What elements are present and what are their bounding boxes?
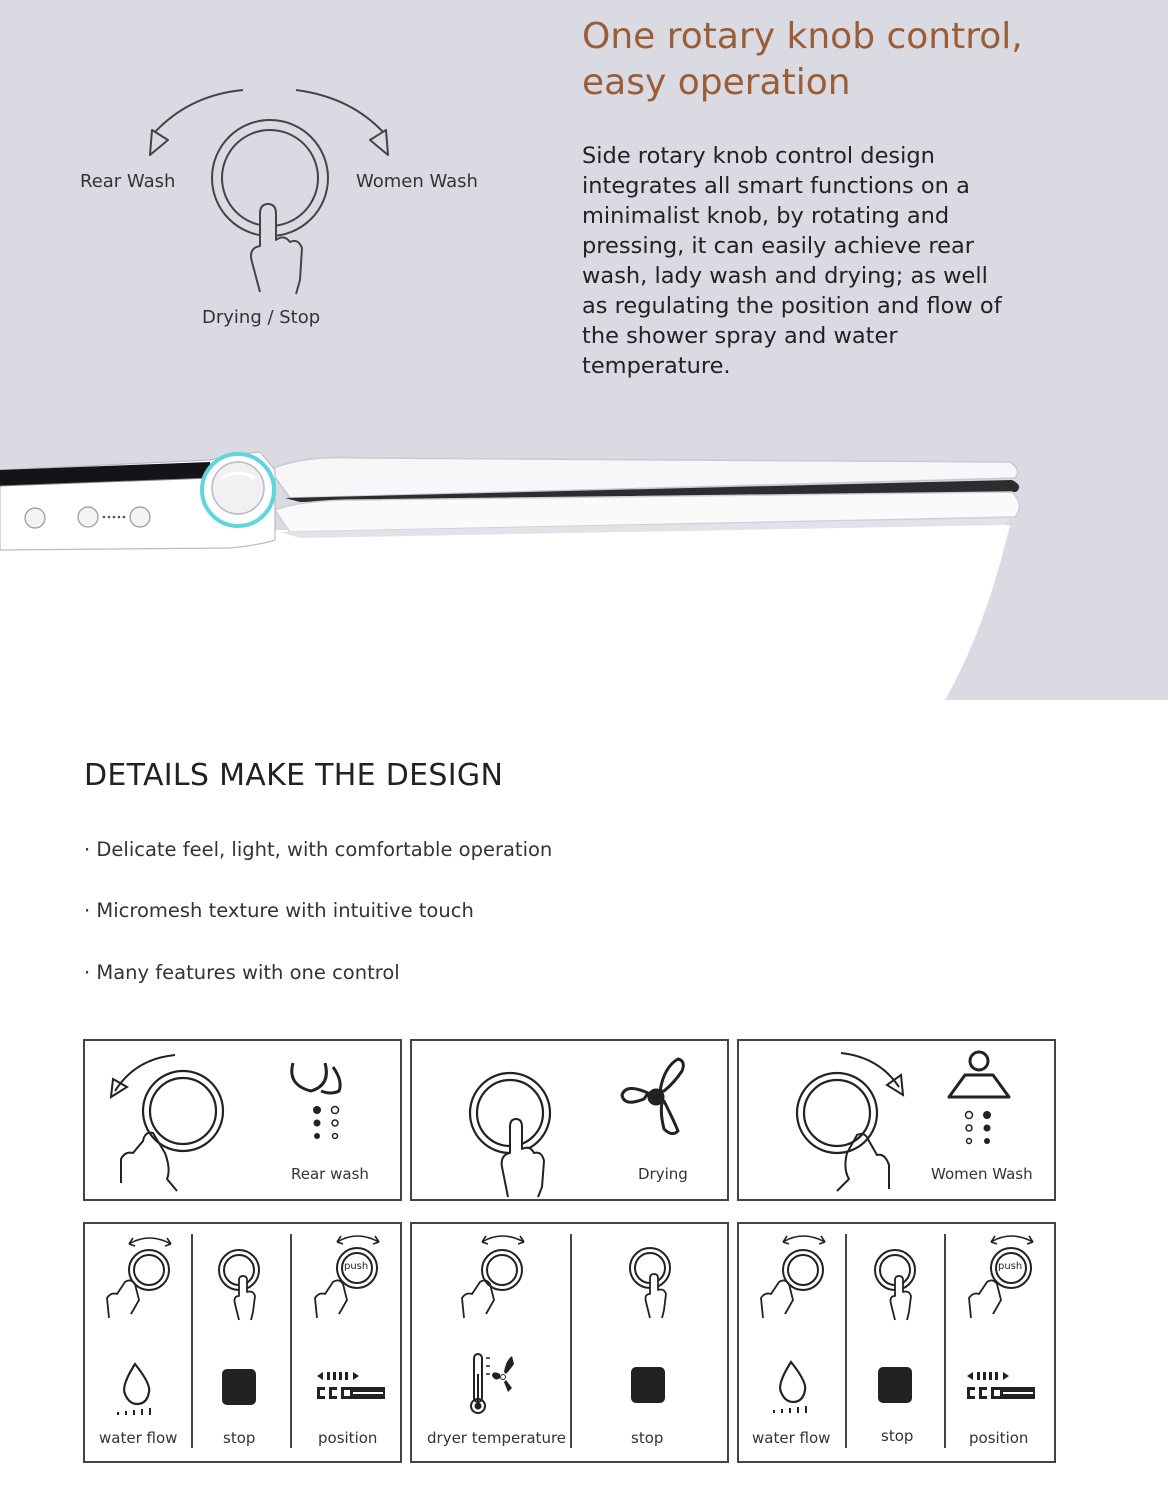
detail-bullet: · Micromesh texture with intuitive touch [84, 899, 474, 922]
dryer-temperature-icon [471, 1354, 514, 1413]
rear-wash-icon [292, 1063, 340, 1139]
control-label: stop [881, 1427, 914, 1445]
control-label: water flow [99, 1429, 178, 1447]
control-label: position [969, 1429, 1029, 1447]
push-label: push [998, 1261, 1023, 1272]
knob-label-left: Rear Wash [80, 171, 176, 192]
rotate-right-icon [887, 1075, 903, 1095]
toilet-seat-illustration [0, 420, 1168, 720]
detail-bullet: · Delicate feel, light, with comfortable operation [84, 838, 553, 861]
arrow-left-icon [150, 130, 168, 155]
knob-label-right: Women Wash [356, 171, 478, 192]
water-drop-icon [124, 1364, 149, 1404]
position-icon [967, 1372, 1035, 1399]
stop-icon [222, 1369, 256, 1405]
mode-panel-rear-wash [83, 1039, 402, 1201]
water-drop-icon [780, 1362, 805, 1402]
position-icon [317, 1372, 385, 1399]
arrow-right-icon [370, 130, 388, 155]
control-label: stop [223, 1429, 256, 1447]
knob-label-bottom: Drying / Stop [202, 307, 321, 328]
control-label: dryer temperature [427, 1429, 567, 1447]
mode-panel-women-wash [737, 1039, 1056, 1201]
stop-icon [878, 1367, 912, 1403]
mode-label: Women Wash [931, 1165, 1033, 1183]
mode-label: Drying [638, 1165, 688, 1183]
sub-panel-women [737, 1222, 1056, 1463]
hero-description: Side rotary knob control design integrates all smart functions on a minimalist knob, by rotating and pressing, it can easily achieve rear wash, lady wash and drying; as well as regulating the position and flow of the shower spray and water temperature. [582, 143, 1002, 379]
fan-icon [622, 1059, 683, 1134]
mode-label: Rear wash [291, 1165, 369, 1183]
control-label: position [318, 1429, 378, 1447]
control-label: stop [631, 1429, 664, 1447]
hero-title: One rotary knob control, easy operation [582, 16, 1023, 103]
details-heading: DETAILS MAKE THE DESIGN [84, 758, 504, 793]
push-label: push [344, 1261, 369, 1272]
sub-panel-drying [410, 1222, 729, 1463]
knob-gesture-diagram [100, 80, 420, 320]
detail-bullet: · Many features with one control [84, 961, 400, 984]
rotate-left-icon [111, 1079, 127, 1097]
sub-panel-rear [83, 1222, 402, 1463]
women-wash-icon [949, 1052, 1009, 1144]
mode-panel-drying [410, 1039, 729, 1201]
control-label: water flow [752, 1429, 831, 1447]
stop-icon [631, 1367, 665, 1403]
